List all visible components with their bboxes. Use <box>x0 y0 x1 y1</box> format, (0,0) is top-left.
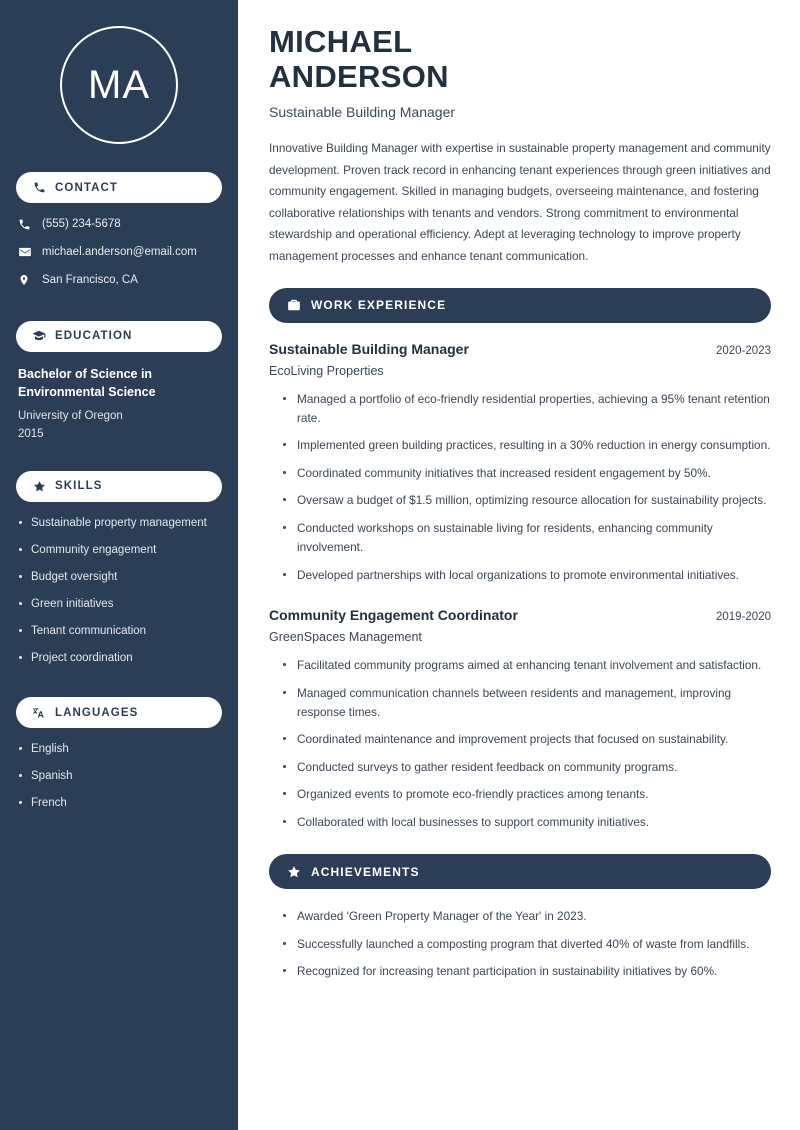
list-item: Organized events to promote eco-friendly practices among tenants. <box>283 785 771 804</box>
section-heading-label: ACHIEVEMENTS <box>311 864 420 879</box>
last-name: ANDERSON <box>269 59 449 95</box>
list-item: Developed partnerships with local organizations to promote environmental initiatives. <box>283 566 771 585</box>
job-entry <box>269 607 771 832</box>
job-company: GreenSpaces Management <box>269 630 422 645</box>
list-item: Managed communication channels between residents and management, improving response times. <box>283 684 771 723</box>
first-name: MICHAEL <box>269 24 413 59</box>
job-entry <box>269 341 771 586</box>
translate-icon <box>32 706 46 720</box>
envelope-icon <box>18 245 35 259</box>
sidebar-heading-label: LANGUAGES <box>55 706 139 719</box>
sidebar-section-heading-contact <box>16 172 222 203</box>
professional-summary: Innovative Building Manager with expertise in sustainable property management and community development. Proven track record in enhancing tenant experiences through green initiatives and community engagement. Skilled in managing budgets, overseeing maintenance, and fostering collaborative relationships with tenants and vendors. Strong commitment to environmental stewardship and operational efficiency. Adept at leveraging technology to improve property management processes and enhance tenant communication. <box>269 141 771 263</box>
education-degree: Bachelor of Science in Environmental Science <box>18 366 156 399</box>
job-role: Community Engagement Coordinator <box>269 607 518 624</box>
list-item: Project coordination <box>18 651 222 666</box>
contact-location-value: San Francisco, CA <box>42 273 138 286</box>
briefcase-icon <box>287 298 301 312</box>
skills-list <box>18 516 222 666</box>
avatar-container <box>0 0 238 172</box>
languages-block <box>0 742 238 831</box>
list-item: Managed a portfolio of eco-friendly residential properties, achieving a 95% tenant retention rate. <box>283 390 771 429</box>
graduation-cap-icon <box>32 329 46 343</box>
headline-job-title: Sustainable Building Manager <box>269 104 456 121</box>
job-date: 2020-2023 <box>716 344 771 357</box>
sidebar-section-heading-skills <box>16 471 222 502</box>
contact-email-value: michael.anderson@email.com <box>42 245 197 258</box>
list-item: Budget oversight <box>18 570 222 585</box>
contact-item-location <box>18 273 222 288</box>
location-pin-icon <box>18 273 35 287</box>
list-item: French <box>18 796 222 811</box>
achievements-list <box>269 907 771 981</box>
job-bullets <box>269 656 771 832</box>
job-role: Sustainable Building Manager <box>269 340 469 357</box>
list-item: Conducted workshops on sustainable living for residents, enhancing community involvement. <box>283 519 771 558</box>
list-item: Tenant communication <box>18 624 222 639</box>
sidebar-heading-label: SKILLS <box>55 480 103 493</box>
list-item: Coordinated maintenance and improvement projects that focused on sustainability. <box>283 730 771 749</box>
job-header <box>269 607 771 623</box>
list-item: Implemented green building practices, resulting in a 30% reduction in energy consumption. <box>283 436 771 455</box>
section-heading-work-experience <box>269 288 771 323</box>
sidebar-section-heading-education <box>16 321 222 352</box>
list-item: Conducted surveys to gather resident feedback on community programs. <box>283 758 771 777</box>
skills-block <box>0 516 238 686</box>
education-block <box>0 366 238 451</box>
contact-list <box>0 217 238 309</box>
contact-item-phone <box>18 217 222 232</box>
languages-list <box>18 742 222 811</box>
job-company: EcoLiving Properties <box>269 363 384 378</box>
list-item: Coordinated community initiatives that increased resident engagement by 50%. <box>283 464 771 483</box>
list-item: Awarded 'Green Property Manager of the Year' in 2023. <box>283 907 771 926</box>
contact-phone-value: (555) 234-5678 <box>42 218 121 230</box>
list-item: Sustainable property management <box>18 516 222 531</box>
star-icon <box>287 865 301 879</box>
star-icon <box>32 479 46 493</box>
sidebar-section-heading-languages <box>16 697 222 728</box>
list-item: Community engagement <box>18 543 222 558</box>
list-item: English <box>18 742 222 757</box>
sidebar <box>0 0 238 1130</box>
page-title <box>269 24 771 94</box>
list-item: Facilitated community programs aimed at enhancing tenant involvement and satisfaction. <box>283 656 771 675</box>
education-year: 2015 <box>18 427 44 440</box>
section-heading-achievements <box>269 854 771 889</box>
education-school: University of Oregon <box>18 410 123 423</box>
job-bullets <box>269 390 771 586</box>
list-item: Oversaw a budget of $1.5 million, optimizing resource allocation for sustainability projects. <box>283 491 771 510</box>
list-item: Recognized for increasing tenant participation in sustainability initiatives by 60%. <box>283 962 771 981</box>
sidebar-heading-label: EDUCATION <box>55 330 133 343</box>
main-content <box>238 0 800 1130</box>
phone-icon <box>32 181 46 195</box>
list-item: Collaborated with local businesses to support community initiatives. <box>283 813 771 832</box>
job-header <box>269 341 771 357</box>
contact-item-email <box>18 245 222 260</box>
section-heading-label: WORK EXPERIENCE <box>311 298 447 312</box>
list-item: Green initiatives <box>18 597 222 612</box>
sidebar-heading-label: CONTACT <box>55 181 119 194</box>
avatar-initials: MA <box>60 26 178 144</box>
phone-icon <box>18 218 35 231</box>
list-item: Spanish <box>18 769 222 784</box>
list-item: Successfully launched a composting program that diverted 40% of waste from landfills. <box>283 935 771 954</box>
job-date: 2019-2020 <box>716 611 771 624</box>
